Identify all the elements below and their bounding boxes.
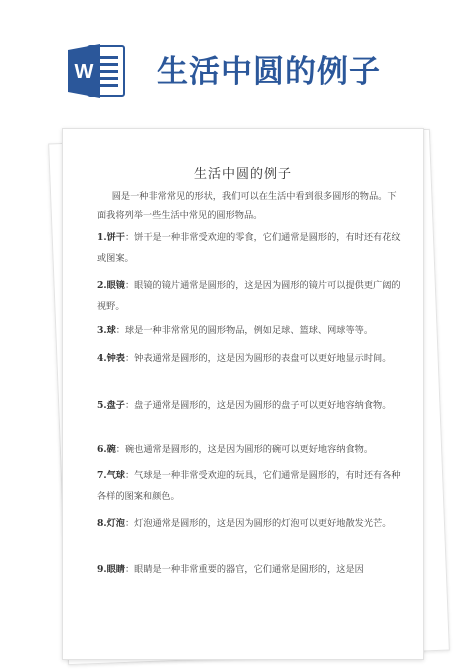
list-item-term: 4.钟表	[97, 353, 125, 364]
list-item-text: 气球是一种非常受欢迎的玩具，它们通常是圆形的，有时还有各种各样的图案和颜色。	[97, 470, 401, 502]
document-intro: 圆是一种非常常见的形状，我们可以在生活中看到很多圆形的物品。下面我将列举一些生活中常见的圆形物品。	[97, 191, 397, 221]
banner-title: 生活中圆的例子	[157, 54, 381, 90]
list-item: 1.饼干：饼干是一种非常受欢迎的零食，它们通常是圆形的，有时还有花纹或图案。	[97, 232, 401, 264]
document-title: 生活中圆的例子	[193, 167, 292, 182]
word-icon	[66, 40, 128, 102]
page-fade-overlay	[63, 589, 423, 659]
list-item-text: 球是一种非常常见的圆形物品，例如足球、篮球、网球等等。	[124, 325, 374, 336]
list-item-term: 6.碗	[97, 444, 116, 455]
list-item: 5.盘子：盘子通常是圆形的，这是因为圆形的盘子可以更好地容纳食物。	[97, 400, 392, 411]
list-item-term: 5.盘子	[97, 400, 125, 411]
list-item-term: 9.眼睛	[97, 564, 125, 575]
list-item-text: 钟表通常是圆形的，这是因为圆形的表盘可以更好地显示时间。	[134, 353, 392, 364]
list-item-term: 7.气球	[97, 470, 125, 481]
word-icon-letter: W	[74, 61, 94, 83]
list-item-text: 眼睛是一种非常重要的器官，它们通常是圆形的，这是因	[134, 564, 364, 575]
list-item: 9.眼睛：眼睛是一种非常重要的器官，它们通常是圆形的，这是因	[97, 564, 364, 575]
banner-header	[0, 0, 474, 120]
list-item-term: 2.眼镜	[97, 280, 125, 291]
list-item: 8.灯泡：灯泡通常是圆形的，这是因为圆形的灯泡可以更好地散发光芒。	[97, 518, 392, 529]
list-item-term: 3.球	[97, 325, 116, 336]
list-item-text: 眼镜的镜片通常是圆形的，这是因为圆形的镜片可以提供更广阔的视野。	[97, 280, 401, 312]
list-item: 6.碗：碗也通常是圆形的，这是因为圆形的碗可以更好地容纳食物。	[97, 444, 374, 455]
list-item: 2.眼镜：眼镜的镜片通常是圆形的，这是因为圆形的镜片可以提供更广阔的视野。	[97, 280, 401, 312]
list-item: 7.气球：气球是一种非常受欢迎的玩具，它们通常是圆形的，有时还有各种各样的图案和颜色。	[97, 470, 401, 502]
list-item-text: 碗也通常是圆形的，这是因为圆形的碗可以更好地容纳食物。	[124, 444, 374, 455]
list-item-text: 饼干是一种非常受欢迎的零食，它们通常是圆形的，有时还有花纹或图案。	[97, 232, 401, 264]
list-item-text: 盘子通常是圆形的，这是因为圆形的盘子可以更好地容纳食物。	[134, 400, 392, 411]
document-page	[62, 128, 424, 660]
list-item-term: 1.饼干	[97, 232, 125, 243]
list-item: 3.球：球是一种非常常见的圆形物品，例如足球、篮球、网球等等。	[97, 325, 374, 336]
list-item-text: 灯泡通常是圆形的，这是因为圆形的灯泡可以更好地散发光芒。	[134, 518, 392, 529]
list-item: 4.钟表：钟表通常是圆形的，这是因为圆形的表盘可以更好地显示时间。	[97, 353, 392, 364]
list-item-term: 8.灯泡	[97, 518, 125, 529]
